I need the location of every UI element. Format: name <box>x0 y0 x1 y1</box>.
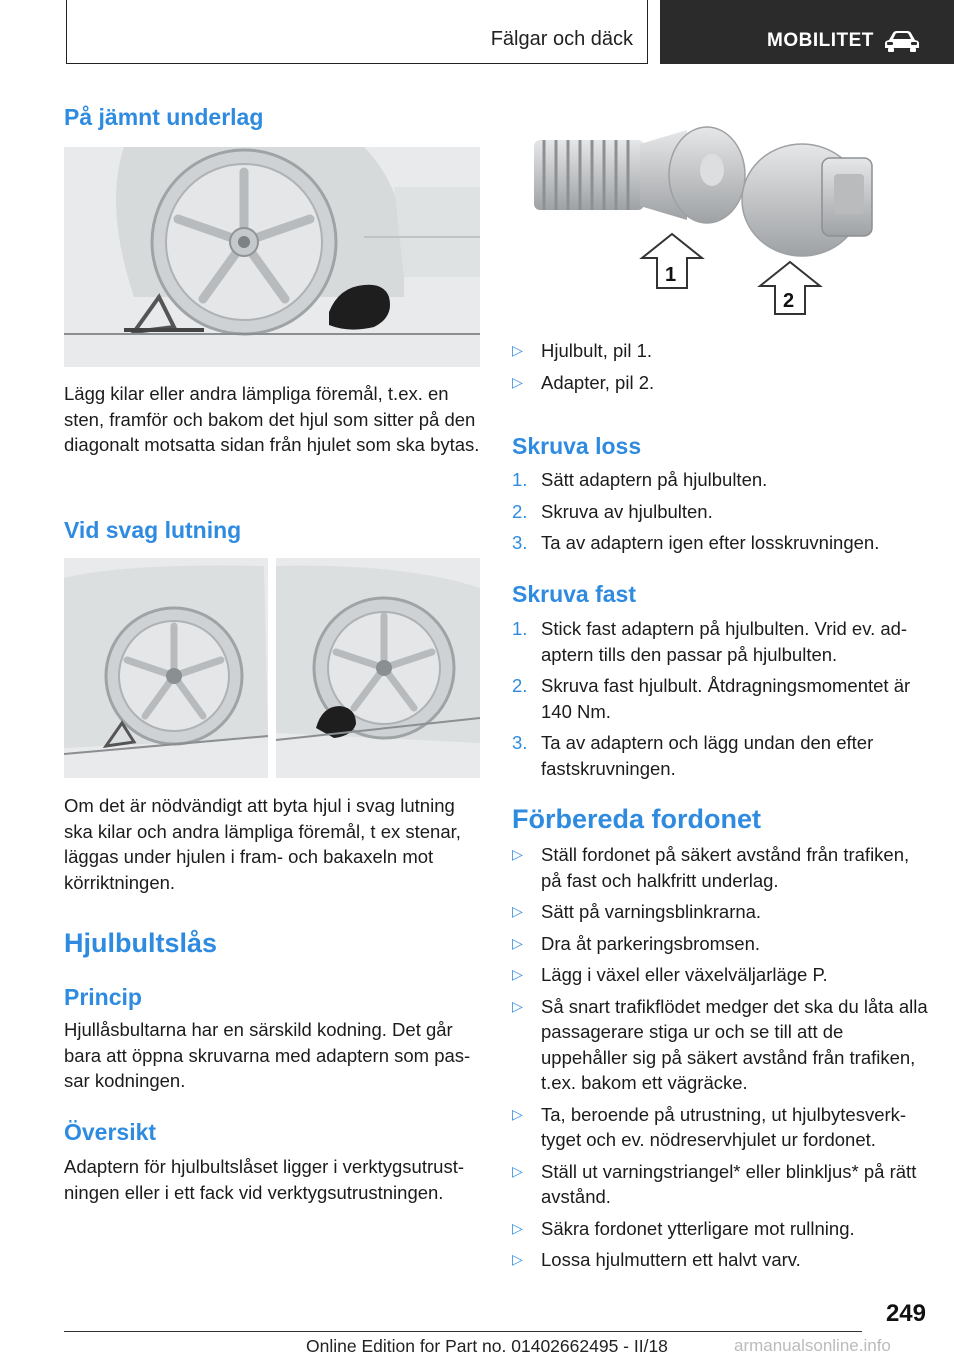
car-icon <box>884 30 920 52</box>
svg-text:1: 1 <box>665 264 677 286</box>
list-item: ▷ Hjulbult, pil 1. <box>512 338 928 364</box>
triangle-marker-icon: ▷ <box>512 373 523 390</box>
triangle-marker-icon: ▷ <box>512 934 523 951</box>
list-item: ▷ Säkra fordonet ytterligare mot rullning. <box>512 1216 928 1242</box>
list-item: 1. Sätt adaptern på hjulbulten. <box>512 469 768 490</box>
heading-wheel-lock: Hjulbultslås <box>64 928 218 958</box>
heading-prepare-vehicle: Förbereda fordonet <box>512 804 762 834</box>
parts-list <box>512 338 928 401</box>
arrow-1-icon <box>642 234 702 288</box>
heading-slight-slope: Vid svag lutning <box>64 517 242 543</box>
list-item: ▷ Ställ ut varningstriangel* eller blinkljus* på rätt avstånd. <box>512 1160 917 1207</box>
heading-tighten: Skruva fast <box>512 581 637 607</box>
page-number: 249 <box>885 1300 926 1327</box>
figure-wheel-flat <box>64 147 480 367</box>
list-item: 3. Ta av adaptern igen efter losskruvningen. <box>512 532 880 553</box>
heading-overview: Översikt <box>64 1119 157 1145</box>
heading-principle: Princip <box>64 984 142 1010</box>
footer-watermark: armanualsonline.info <box>734 1336 891 1355</box>
heading-flat-ground: På jämnt underlag <box>64 104 264 130</box>
wheel-chock-illustration <box>64 147 480 367</box>
header-section-title: Fälgar och däck <box>490 28 633 50</box>
paragraph-slight-slope: Om det är nödvändigt att byta hjul i svag lutning ska kilar och andra lämpliga föremål, t ex stenar, läggas under hjulen i fram- och bakaxeln mot körriktningen. <box>64 795 461 893</box>
wheel-slope-illustration <box>64 558 480 778</box>
triangle-marker-icon: ▷ <box>512 1162 523 1179</box>
triangle-marker-icon: ▷ <box>512 903 523 919</box>
list-item: ▷ Lossa hjulmuttern ett halvt varv. <box>512 1247 928 1273</box>
triangle-marker-icon: ▷ <box>512 1219 523 1236</box>
list-item: ▷ Lägg i växel eller växelväljarläge P. <box>512 962 928 988</box>
heading-loosen: Skruva loss <box>512 433 642 459</box>
paragraph-flat-ground: Lägg kilar eller andra lämpliga föremål, t.ex. en sten, framför och bakom det hjul som sitter på den diagonalt motsatta sidan från hjulet som ska bytas. <box>64 383 480 455</box>
tighten-steps-list <box>512 616 928 787</box>
list-item: ▷ Dra åt parkeringsbromsen. <box>512 931 928 957</box>
arrow-2-icon <box>760 262 820 314</box>
triangle-marker-icon: ▷ <box>512 342 523 358</box>
footer-divider <box>64 1331 862 1332</box>
paragraph-overview: Adaptern för hjulbultslåset ligger i verktygsutrust‐ ningen eller i ett fack vid verktygsutrustningen. <box>64 1156 464 1203</box>
triangle-marker-icon: ▷ <box>512 997 523 1014</box>
list-item: ▷ Ställ fordonet på säkert avstånd från trafiken, på fast och halkfritt underlag. <box>512 844 910 891</box>
triangle-marker-icon: ▷ <box>512 1105 523 1122</box>
wheel-bolt-shape <box>534 127 745 223</box>
triangle-marker-icon: ▷ <box>512 966 523 982</box>
svg-text:2: 2 <box>783 290 795 312</box>
figure-bolt-adapter <box>512 118 928 328</box>
figure-wheel-slope <box>64 558 480 778</box>
footer-edition: Online Edition for Part no. 01402662495 - II/18 <box>306 1336 668 1356</box>
list-item: 3. Ta av adaptern och lägg undan den efter fastskruvningen. <box>512 732 874 779</box>
triangle-marker-icon: ▷ <box>512 846 523 862</box>
paragraph-principle: Hjullåsbultarna har en särskild kodning. Det går bara att öppna skruvarna med adaptern som pas‐ sar kodningen. <box>64 1019 471 1091</box>
list-item: ▷ Så snart trafikflödet medger det ska du låta alla passagerare stiga ur och se till att de uppehåller sig på säkert avstånd från trafiken, t.ex. bakom ett vägräcke. <box>512 995 928 1093</box>
list-item: ▷ Adapter, pil 2. <box>512 370 928 396</box>
loosen-steps-list <box>512 467 928 562</box>
list-item: 1. Stick fast adaptern på hjulbulten. Vrid ev. ad‐ aptern tills den passar på hjulbulten. <box>512 618 908 665</box>
list-item: 2. Skruva fast hjulbult. Åtdragningsmomentet är 140 Nm. <box>512 675 911 722</box>
list-item: ▷ Ta, beroende på utrustning, ut hjulbytesverk‐ tyget och ev. nödreservhjulet ur fordonet. <box>512 1103 907 1150</box>
header-tab-label: MOBILITET <box>767 30 874 51</box>
bolt-adapter-illustration <box>512 118 928 328</box>
adapter-shape <box>742 144 872 256</box>
list-item: 2. Skruva av hjulbulten. <box>512 500 713 522</box>
header-chapter-tab <box>660 0 954 64</box>
list-item: ▷ Sätt på varningsblinkrarna. <box>512 899 928 925</box>
triangle-marker-icon: ▷ <box>512 1251 523 1267</box>
prepare-list <box>512 842 928 1279</box>
header-section-box <box>66 0 648 64</box>
